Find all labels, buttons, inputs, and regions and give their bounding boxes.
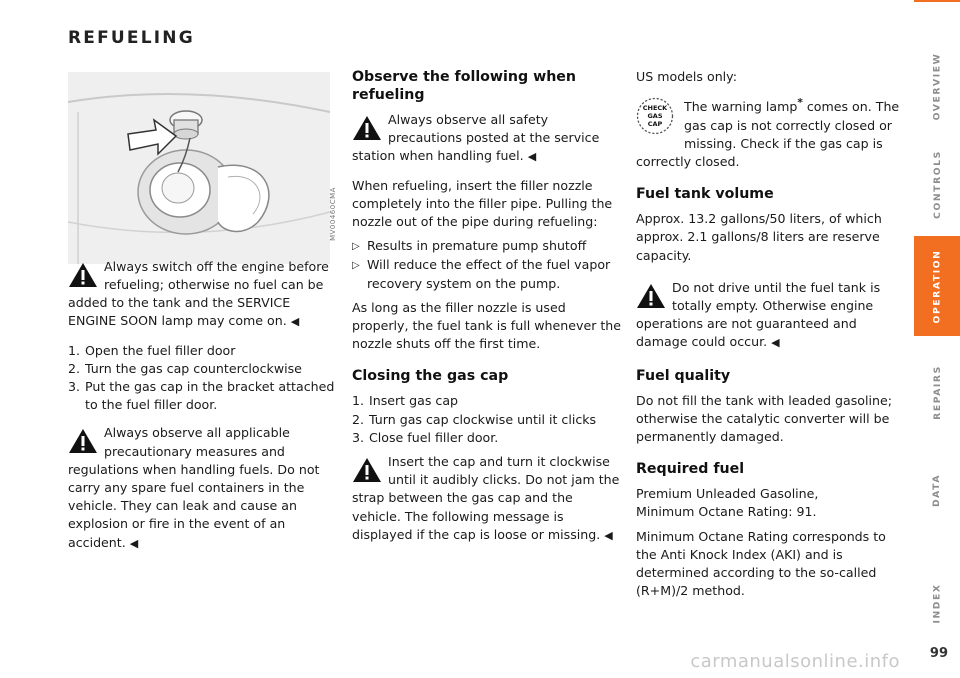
tab-index[interactable]: INDEX <box>931 582 943 624</box>
end-mark-icon: ◀ <box>129 536 139 550</box>
warning-block <box>636 279 908 353</box>
tab-overview[interactable]: OVERVIEW <box>931 52 943 120</box>
warning-text: Always observe all applicable precautionary measures and regulations when handling fuels. Do not carry any spare fuel containers in the vehicle. They can leak and cause an explosion or fire in the event of an accident. <box>68 425 320 550</box>
svg-text:GAS: GAS <box>647 112 663 121</box>
section-heading: Fuel tank volume <box>636 186 774 203</box>
warning-text: Always switch off the engine before refueling; otherwise no fuel can be added to the tank and the SERVICE ENGINE SOON lamp may come on. <box>68 258 329 329</box>
us-models-note: US models only: <box>636 69 737 84</box>
paragraph: Premium Unleaded Gasoline, <box>636 486 819 502</box>
bullet-triangle-icon: ▷ <box>352 260 360 272</box>
tab-data[interactable]: DATA <box>931 473 943 507</box>
list-item: ▷ Results in premature pump shutoff <box>352 237 624 256</box>
paragraph: Approx. 13.2 gallons/50 liters, of which approx. 2.1 gallons/8 liters are reserve capacity. <box>636 211 882 263</box>
warning-triangle-icon <box>352 115 382 141</box>
page-title: REFUELING <box>68 28 195 48</box>
warning-block <box>352 453 624 545</box>
tab-operation[interactable]: OPERATION <box>914 236 960 336</box>
column-3 <box>636 68 908 600</box>
column-1 <box>68 258 338 553</box>
paragraph: Minimum Octane Rating corresponds to the Anti Knock Index (AKI) and is determined according to the so-called (R+M)/2 method. <box>636 528 886 599</box>
section-nav-sidebar <box>914 0 960 678</box>
svg-text:CHECK: CHECK <box>642 104 668 113</box>
check-gas-cap-icon <box>636 97 674 135</box>
warning-block <box>352 111 624 167</box>
fuel-filler-illustration <box>68 72 330 264</box>
watermark: carmanualsonline.info <box>690 651 900 672</box>
tab-controls[interactable]: CONTROLS <box>931 149 943 219</box>
warning-triangle-icon <box>636 283 666 309</box>
section-heading: Observe the following when refueling <box>352 69 577 103</box>
list-item: 3. Close fuel filler door. <box>352 429 499 445</box>
paragraph: When refueling, insert the filler nozzle completely into the filler pipe. Pulling the nozzle out of the pipe during refueling: <box>352 177 613 230</box>
end-mark-icon: ◀ <box>527 150 537 164</box>
warning-block <box>68 424 338 552</box>
warning-block <box>68 258 338 332</box>
tab-repairs[interactable]: REPAIRS <box>931 364 943 420</box>
paragraph: Do not fill the tank with leaded gasoline; otherwise the catalytic converter will be permanently damaged. <box>636 392 892 445</box>
bullet-triangle-icon: ▷ <box>352 241 360 253</box>
section-heading: Fuel quality <box>636 367 731 384</box>
fuel-filler-figure <box>68 72 338 264</box>
warning-triangle-icon <box>68 262 98 288</box>
close-cap-steps <box>352 392 624 447</box>
svg-text:CAP: CAP <box>647 120 663 129</box>
list-item: 1. Open the fuel filler door <box>68 342 236 358</box>
list-item: 2. Turn the gas cap counterclockwise <box>68 360 302 376</box>
warning-triangle-icon <box>352 457 382 483</box>
section-heading: Required fuel <box>636 461 745 478</box>
warning-text: Always observe all safety precautions posted at the service station when handling fuel. <box>352 112 600 164</box>
end-mark-icon: ◀ <box>771 336 780 350</box>
warning-text: Insert the cap and turn it clockwise until it audibly clicks. Do not jam the strap between the gas cap and the vehicle. The following message is displayed if the cap is loose or missing. <box>352 454 620 542</box>
warning-text: Do not drive until the fuel tank is totally empty. Otherwise engine operations are not guaranteed and damage could occur. <box>636 279 881 350</box>
warning-triangle-icon <box>68 428 98 454</box>
refuel-steps <box>68 342 338 415</box>
column-2 <box>352 68 624 545</box>
section-heading: Closing the gas cap <box>352 368 509 385</box>
paragraph: As long as the filler nozzle is used properly, the fuel tank is full whenever the nozzle shuts off the first time. <box>352 299 622 352</box>
list-item: ▷ Will reduce the effect of the fuel vapor recovery system on the pump. <box>352 256 624 292</box>
list-item: 1. Insert gas cap <box>352 393 459 409</box>
list-item: 2. Turn gas cap clockwise until it clicks <box>352 411 597 427</box>
end-mark-icon: ◀ <box>604 528 613 542</box>
paragraph: Minimum Octane Rating: 91. <box>636 504 817 520</box>
check-gas-cap-block: CHECK GAS CAP The warning lamp* comes on. The gas cap is not correctly closed or missing. Check if the gas cap is correctly closed. <box>636 97 900 169</box>
list-item: 3. Put the gas cap in the bracket attached to the fuel filler door. <box>68 379 335 413</box>
page-number: 99 <box>929 646 948 661</box>
refuel-effects-list <box>352 237 624 293</box>
end-mark-icon: ◀ <box>290 315 300 329</box>
figure-code: MV00460CMA <box>329 187 338 241</box>
